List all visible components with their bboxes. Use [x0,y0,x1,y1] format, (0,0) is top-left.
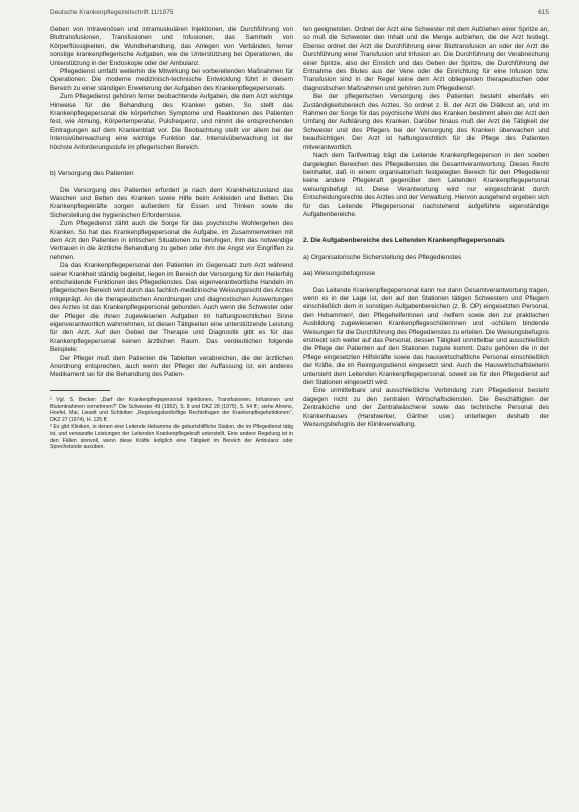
paragraph: Geben von Intravenösen und intramuskulären Injektionen, die Durchführung von Bluttransfusionen, Transfusionen und Infusionen, das Sammeln von Körperflüssigkeiten, die Wundbehandlung, das Anlegen von Verbänden, ferner sonstige krankenpflegerische Aufgaben, wie die Unterstützung bei Operationen, die Unterstützung in der Endoskopie oder der Ambulanz. [50,26,293,67]
paragraph: Pflegedienst umfaßt weiterhin die Mitwirkung bei vorbereitenden Maßnahmen für Operationen. Die moderne medizinisch-technische Entwicklung führt in diesem Bereich zu einer ständigen Erweiterung der Aufgaben des Krankenpflegepersonals. [50,68,293,92]
footnote-divider [50,390,110,391]
footnote: ² Es gibt Kliniken, in denen eine Leitende Hebamme die geburtshilfliche Station, die im Pflegedienst tätig ist, und verwandte Leistungen der Leitenden Krankenpflegekraft unterstellt. Eine andere Regelung ist in den Fällen sinnvoll, wenn diese Kräfte lediglich eine Tätigkeit im Bereich der Ambulanz oder Sprechstunde ausüben. [50,424,293,451]
right-column [303,26,549,429]
paragraph: Das Leitende Krankenpflegepersonal kann nur dann Gesamtverantwortung tragen, wenn es in der Lage ist, den auf den Stationen tätigen Schwestern und Pflegern einschließlich dem in sonstigen Aufgabenbereichen (z. B. OP) eingesetzten Personal, den Hebammen², den Pflegehelferinnen und -helfern sowie den zur praktischen Ausbildung zugewiesenen Krankenpflegeschülerinnen und -schülern bindende Weisungen für die Durchführung des Pflegedienstes zu erteilen. Die Weisungsbefugnis erstreckt sich weiter auf das Personal, dessen Tätigkeit unmittelbar und ausschließlich die Pflege der Patienten auf den Stationen zugute kommt. Dazu gehören die in der Pflege eingesetzten Hilfskräfte sowie das hauswirtschaftliche Personal einschließlich der Kräfte, die im Reinigungsdienst eingesetzt sind. Auch die Hauswirtschaftsleiterin untersteht dem Leitenden Krankenpflegepersonal, soweit sie für den Pflegedienst auf den Stationen eingesetzt wird. [303,286,549,387]
journal-title: Deutsche Krankenpflegezeitschrift 11/1975 [50,9,174,16]
page-number: 615 [538,9,549,16]
paragraph: Zum Pflegedienst gehören ferner beobachtende Aufgaben, die dem Arzt wichtige Hinweise für die Behandlung des Kranken geben. So stellt das Krankenpflegepersonal die körperlichen Symptome und Reaktionen des Patienten fest, wie Atmung, Körpertemperatur, Pulsfrequenz, und nimmt die entsprechenden Eintragungen auf dem Krankenblatt vor. Die Beobachtung stellt vor allem bei der Intensivüberwachung eine wichtige Funktion dar. Intensivüberwachung ist der höchste Anforderungsstufe im pflegerischen Bereich. [50,93,293,151]
running-header [50,9,549,16]
footnote: ¹ Vgl. S. Becker: „Darf der Krankenpflegepersonal Injektionen, Transfusionen, Infusionen und Blutentnahmen vornehmen?“ Die Schwester 49 (1952), S. 8 und DKZ 28 (1975), S. 64 ff.; siehe Ahrens, Hoefel, Mai, Lieselt und Schleiber: „Regelungsbedürftige Rechtsfragen der Krankenpflegefunktionen“, DKZ 27 (1974), H. 125 ff. [50,396,293,424]
paragraph: Eine unmittelbare und ausschließliche Verbindung zum Pflegedienst besteht dagegen nicht zu den zentralen Wirtschaftsdiensten. Die Beschäftigten der Zentralküche und der Zentralwäscherei sowie das technische Personal des Krankenhauses (Handwerker, Gärtner usw.) unterliegen deshalb der Weisungsbefugnis der Klinikverwaltung. [303,387,549,429]
paragraph: Die Versorgung des Patienten erfordert je nach dem Krankheitszustand das Waschen und Betten des Kranken sowie Hilfe beim Ankleiden und Betten. Die Krankenpflegekräfte sorgen außerdem für Essen und Trinken sowie die Sicherstellung der hygienischen Erfordernisse. [50,186,293,219]
section-heading: b) Versorgung des Patienten [50,170,134,178]
section-heading: 2. Die Aufgabenbereiche des Leitenden Krankenpflegepersonals [303,237,505,245]
subsection-heading: a) Organisatorische Sicherstellung des Pflegedienstes [303,253,462,261]
paragraph: Nach dem Tarifvertrag trägt die Leitende Krankenpflegeperson in den soeben dargelegten Bereichen des Pflegedienstes die Gesamtverantwortung. Dieses Recht beinhaltet, daß in einem organisatorisch festgelegten Bereich für den Pflegedienst keine andere Pflegekraft gegenüber dem Leitenden Krankenpflegepersonal weisungsbefugt ist. Diese Verantwortung wird nur eingeschränkt durch Entscheidungsrechte des Arztes und der Verwaltung. Hiervon ausgehend ergeben sich für das Leitende Pflegepersonal nachstehend aufgeführte eigenständige Aufgabenbereiche. [303,152,549,218]
paragraph: Zum Pflegedienst zählt auch die Sorge für das psychische Wohlergehen des Kranken. So hat das Krankenpflegepersonal die Aufgabe, im Zusammenwirken mit dem Arzt den Patienten in kritischen Situationen zu beruhigen, ihm das notwendige Vertrauen in die ärztliche Behandlung zu geben oder ihm die Angst vor Eingriffen zu nehmen. [50,220,293,261]
paragraph: Der Pfleger muß dem Patienten die Tabletten verabreichen, die der ärztlichen Anordnung entsprechen, auch wenn der Pfleger der Auffassung ist, ein anderes Medikament sei für die Behandlung des Patien- [50,354,293,379]
subsection-heading: aa) Weisungsbefugnisse [303,270,376,278]
paragraph: ten geeignetsten. Ordnet der Arzt eine Schwester mit dem Aufziehen einer Spritze an, so muß die Schwester den Inhalt und die Menge aufziehen, die der Arzt festlegt. Ebenso ordnet der Arzt die Durchführung einer Bluttransfusion an oder der Arzt die Durchführung einer Transfusion und Infusion an. Die Durchführung der Verabreichung einer Spritze, also der Einstich und das Geben der Spritze, die Durchführung der Entnahme des Blutes aus der Vene oder die Einrichtung für eine Infusion bzw. Transfusion sind in der Regel keine dem Arzt obliegenden therapeutischen oder diagnostischen Maßnahmen und gehören zum Pflegedienst¹. [303,26,549,92]
paragraph: Bei der pflegerischen Versorgung des Patienten besteht ebenfalls ein Zuständigkeitsbereich des Arztes. So ordnet z. B. der Arzt die Diätkost an, und im Rahmen der Sorge für das psychische Wohl des Kranken bestimmt allein der Arzt den Umfang der Aufklärung des Kranken. Darüber hinaus muß der Arzt die Tätigkeit der Schwester und des Pflegers bei der Versorgung des Kranken überwachen und beaufsichtigen. Der Arzt ist haftungsrechtlich für die Pflege des Patienten mitverantwortlich. [303,93,549,151]
left-column [50,26,293,451]
paragraph: Da das Krankenpflegepersonal den Patienten im Gegensatz zum Arzt während seiner Krankheit ständig begleitet, liegen im Bereich der Versorgung für den Heilerfolg entscheidende Funktionen des Pflegedienstes. Das eigenverantwortliche Handeln im pflegerischen Bereich wird durch das fachlich-medizinische Weisungsrecht des Arztes mitgeprägt. An die therapeutischen Anordnungen und diagnostischen Auswertungen des Arztes ist das Krankenpflegepersonal gebunden. Auch wenn die Schwester oder der Pfleger die ihnen zugewiesenen Aufgaben im haftungsrechtlichen Sinne eigenverantwortlich wahrnehmen, ist diesen Tätigkeiten eine unterstützende Leistung für den Arzt. Auf den Gebiet der Therapie und Diagnostik gibt es für das Krankenpflegepersonal keinen ärztlichen Raum. Das verdeutlichen folgende Beispiele: [50,262,293,354]
